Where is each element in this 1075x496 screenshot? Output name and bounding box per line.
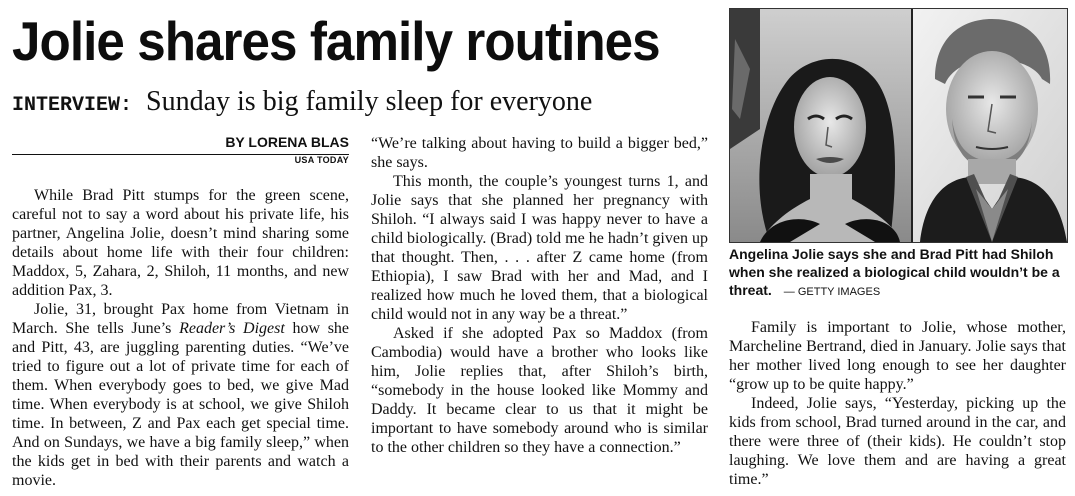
article-column-1 bbox=[12, 186, 349, 490]
headline: Jolie shares family routines bbox=[12, 10, 660, 72]
paragraph-text: how she and Pitt, 43, are juggling parenting duties. “We’ve tried to figure out a lot of private time for each of them. When everybody goes to bed, we give Mad time. When everybody is at school, we give Shiloh time. In between, Z and Pax each get special time. And on Sundays, we have a big family sleep,” when the kids get in bed with their parents and watch a movie. bbox=[12, 320, 350, 489]
paragraph: Family is important to Jolie, whose mother, Marcheline Bertrand, died in January. Jolie says that her mother lived long enough to see her daughter “grow up to be quite happy.” bbox=[729, 319, 1066, 393]
photo-credit: — GETTY IMAGES bbox=[783, 286, 881, 298]
byline: BY LORENA BLAS bbox=[225, 134, 349, 150]
deck-kicker: INTERVIEW: bbox=[12, 94, 133, 117]
paragraph: Indeed, Jolie says, “Yesterday, picking up the kids from school, Brad turned around in the car, and there were three of (their kids). He couldn’t stop laughing. We love them and are having a great time.” bbox=[729, 395, 1066, 488]
photo-image bbox=[730, 9, 1067, 242]
caption-text: Angelina Jolie says she and Brad Pitt had Shiloh when she realized a biological child wouldn’t be a threat. bbox=[729, 246, 1060, 298]
agency-credit: USA TODAY bbox=[294, 155, 349, 165]
article-column-3 bbox=[729, 318, 1066, 489]
article-column-2 bbox=[371, 134, 708, 457]
paragraph: “We’re talking about having to build a bigger bed,” she says. bbox=[371, 135, 708, 171]
paragraph bbox=[12, 300, 349, 490]
paragraph: This month, the couple’s youngest turns 1, and Jolie says that she planned her pregnancy with Shiloh. “I always said I was happy never to have a child biologically. (Brad) told me he hadn’t given up that thought. Then, . . . after Z came home (from Ethiopia), I saw Brad with her and Mad, and I realized how much he loved them, that a biological child would not in any way be a threat.” bbox=[371, 173, 708, 323]
paragraph: Asked if she adopted Pax so Maddox (from Cambodia) would have a brother who looks like him, Jolie replies that, after Shiloh’s birth, “somebody in the house looked like Mommy and Daddy. It became clear to us that it might be important to have somebody around who is similar to the other children so they have a connection.” bbox=[371, 325, 708, 456]
deck-text: Sunday is big family sleep for everyone bbox=[146, 86, 593, 117]
deck bbox=[12, 86, 712, 118]
paragraph-text: Jolie, 31, brought Pax home from Vietnam in March. She tells June’s bbox=[12, 301, 349, 337]
magazine-title: Reader’s Digest bbox=[179, 320, 285, 337]
paragraph: While Brad Pitt stumps for the green scene, careful not to say a word about his private life, his partner, Angelina Jolie, doesn’t mind sharing some details about home life with their four children: Maddox, 5, Zahara, 2, Shiloh, 11 months, and new addition Pax, 3. bbox=[12, 187, 349, 299]
photo bbox=[729, 8, 1068, 243]
photo-caption bbox=[729, 245, 1066, 301]
